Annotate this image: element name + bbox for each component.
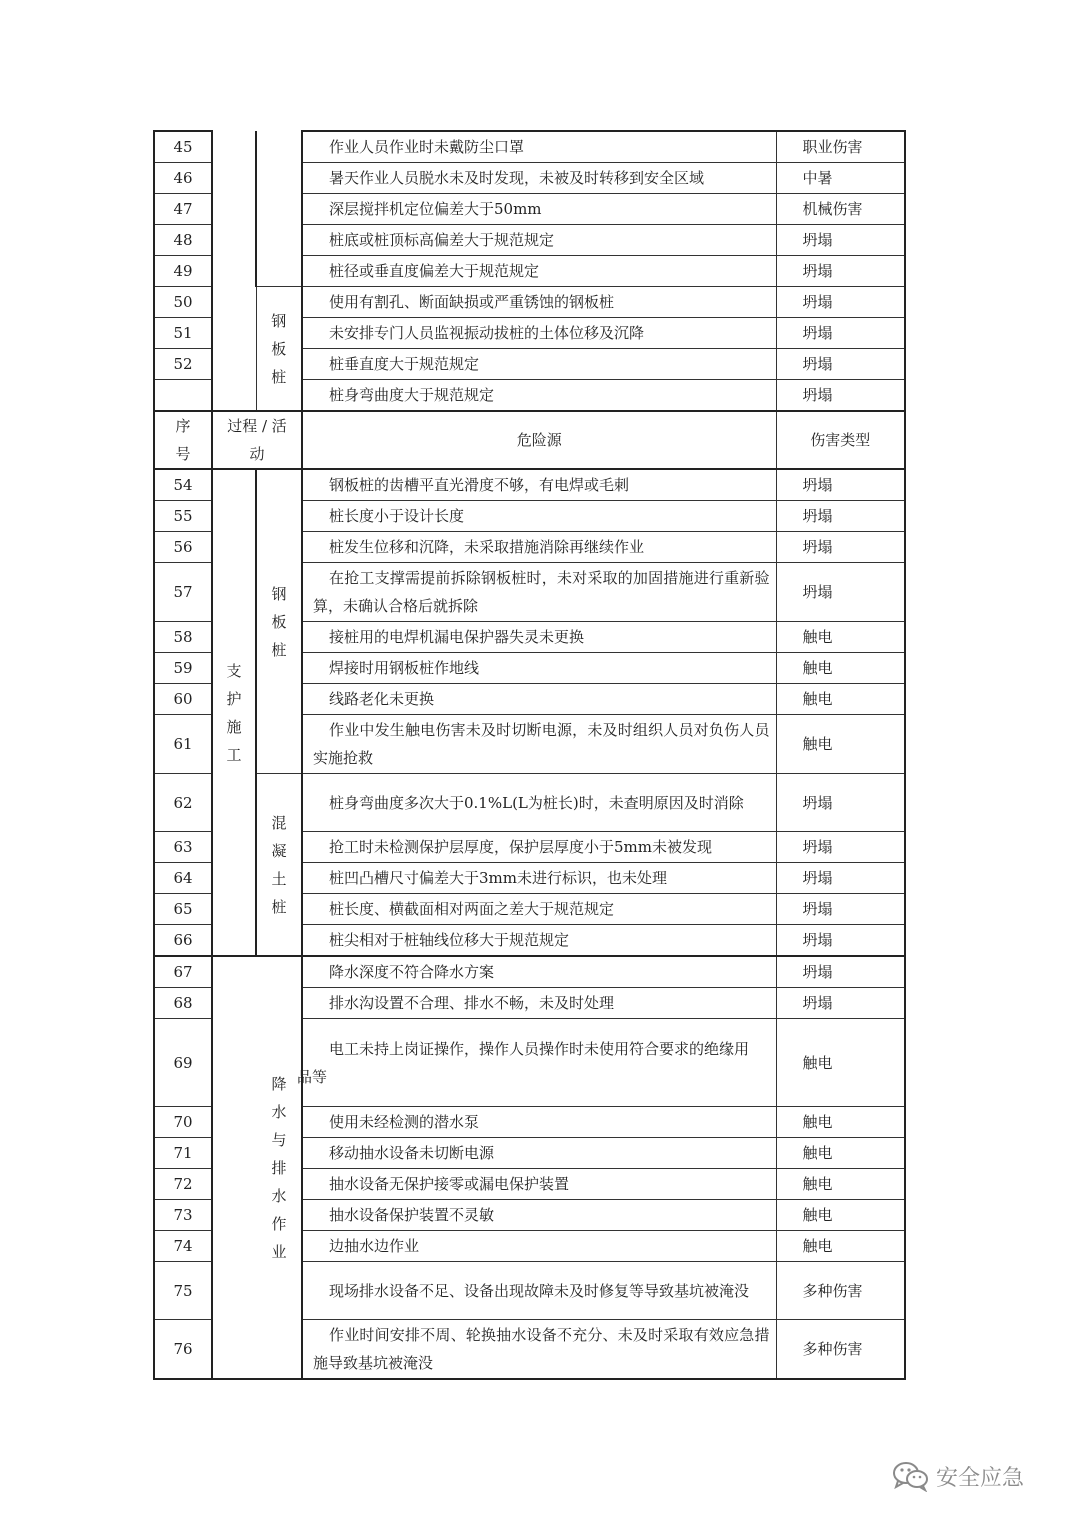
hazard-text: 移动抽水设备未切断电源 xyxy=(302,1138,776,1169)
hazard-table-sheet xyxy=(153,130,904,1380)
row-number: 56 xyxy=(154,532,212,563)
row-number: 66 xyxy=(154,925,212,957)
harm-type: 触电 xyxy=(776,715,905,774)
hazard-text: 桩身弯曲度多次大于0.1%L(L为桩长)时，未查明原因及时消除 xyxy=(302,774,776,832)
hazard-text: 降水深度不符合降水方案 xyxy=(302,956,776,988)
hazard-text: 桩长度小于设计长度 xyxy=(302,501,776,532)
hazard-text: 桩底或桩顶标高偏差大于规范规定 xyxy=(302,225,776,256)
header-hazard: 危险源 xyxy=(302,411,776,469)
harm-type: 坍塌 xyxy=(776,925,905,957)
harm-type: 坍塌 xyxy=(776,863,905,894)
table-row xyxy=(154,774,905,832)
harm-type: 坍塌 xyxy=(776,563,905,622)
header-process: 过程 / 活 动 xyxy=(212,411,302,469)
harm-type: 坍塌 xyxy=(776,894,905,925)
harm-type: 触电 xyxy=(776,1138,905,1169)
table-header-row xyxy=(154,411,905,469)
hazard-text: 接桩用的电焊机漏电保护器失灵未更换 xyxy=(302,622,776,653)
table-row xyxy=(154,956,905,988)
row-number: 71 xyxy=(154,1138,212,1169)
hazard-text: 现场排水设备不足、设备出现故障未及时修复等导致基坑被淹没 xyxy=(302,1262,776,1320)
row-number: 72 xyxy=(154,1169,212,1200)
row-number: 58 xyxy=(154,622,212,653)
harm-type: 坍塌 xyxy=(776,532,905,563)
hazard-text: 未安排专门人员监视振动拔桩的土体位移及沉降 xyxy=(302,318,776,349)
process-cell-empty xyxy=(212,131,256,411)
hazard-text: 使用未经检测的潜水泵 xyxy=(302,1107,776,1138)
hazard-text: 作业人员作业时未戴防尘口罩 xyxy=(302,131,776,163)
hazard-text: 使用有割孔、断面缺损或严重锈蚀的钢板桩 xyxy=(302,287,776,318)
row-number: 60 xyxy=(154,684,212,715)
row-number: 69 xyxy=(154,1019,212,1107)
table-row xyxy=(154,131,905,163)
hazard-text: 排水沟设置不合理、排水不畅，未及时处理 xyxy=(302,988,776,1019)
row-number: 68 xyxy=(154,988,212,1019)
row-number: 48 xyxy=(154,225,212,256)
harm-type: 坍塌 xyxy=(776,287,905,318)
group-steel-pile-top: 钢 板 桩 xyxy=(256,287,302,412)
harm-type: 坍塌 xyxy=(776,256,905,287)
row-number: 76 xyxy=(154,1320,212,1380)
harm-type: 触电 xyxy=(776,1231,905,1262)
harm-type: 多种伤害 xyxy=(776,1262,905,1320)
hazard-text: 电工未持上岗证操作，操作人员操作时未使用符合要求的绝缘用 品等 xyxy=(302,1019,776,1107)
hazard-text: 桩凹凸槽尺寸偏差大于3mm未进行标识，也未处理 xyxy=(302,863,776,894)
harm-type: 坍塌 xyxy=(776,501,905,532)
harm-type: 触电 xyxy=(776,1019,905,1107)
hazard-text: 抽水设备无保护接零或漏电保护装置 xyxy=(302,1169,776,1200)
harm-type: 多种伤害 xyxy=(776,1320,905,1380)
hazard-text: 抽水设备保护装置不灵敏 xyxy=(302,1200,776,1231)
harm-type: 坍塌 xyxy=(776,380,905,412)
row-number: 59 xyxy=(154,653,212,684)
row-number: 62 xyxy=(154,774,212,832)
hazard-text: 作业中发生触电伤害未及时切断电源，未及时组织人员对负伤人员实施抢救 xyxy=(302,715,776,774)
hazard-text: 桩尖相对于桩轴线位移大于规范规定 xyxy=(302,925,776,957)
watermark-text: 安全应急 xyxy=(936,1465,1025,1491)
harm-type: 坍塌 xyxy=(776,318,905,349)
row-number: 51 xyxy=(154,318,212,349)
hazard-table xyxy=(153,130,906,1380)
header-harm-type: 伤害类型 xyxy=(776,411,905,469)
row-number: 47 xyxy=(154,194,212,225)
hazard-text: 桩发生位移和沉降，未采取措施消除再继续作业 xyxy=(302,532,776,563)
hazard-text: 深层搅拌机定位偏差大于50mm xyxy=(302,194,776,225)
header-number: 序 号 xyxy=(154,411,212,469)
hazard-text: 桩垂直度大于规范规定 xyxy=(302,349,776,380)
hazard-text: 桩径或垂直度偏差大于规范规定 xyxy=(302,256,776,287)
harm-type: 触电 xyxy=(776,684,905,715)
wechat-icon xyxy=(892,1460,930,1492)
row-number: 65 xyxy=(154,894,212,925)
harm-type: 中暑 xyxy=(776,163,905,194)
subprocess-cell-empty xyxy=(256,131,302,287)
row-number xyxy=(154,380,212,412)
harm-type: 坍塌 xyxy=(776,988,905,1019)
group-support: 支 护 施 工 xyxy=(212,469,256,956)
row-number: 45 xyxy=(154,131,212,163)
harm-type: 职业伤害 xyxy=(776,131,905,163)
hazard-text: 暑天作业人员脱水未及时发现，未被及时转移到安全区域 xyxy=(302,163,776,194)
row-number: 50 xyxy=(154,287,212,318)
row-number: 63 xyxy=(154,832,212,863)
row-number: 49 xyxy=(154,256,212,287)
harm-type: 坍塌 xyxy=(776,469,905,501)
row-number: 74 xyxy=(154,1231,212,1262)
row-number: 54 xyxy=(154,469,212,501)
hazard-text: 作业时间安排不周、轮换抽水设备不充分、未及时采取有效应急措施导致基坑被淹没 xyxy=(302,1320,776,1380)
group-dewatering: 降 水 与 排 水 作 业 xyxy=(212,956,302,1379)
table-row xyxy=(154,469,905,501)
harm-type: 坍塌 xyxy=(776,774,905,832)
harm-type: 触电 xyxy=(776,1169,905,1200)
harm-type: 坍塌 xyxy=(776,349,905,380)
hazard-text: 在抢工支撑需提前拆除钢板桩时，未对采取的加固措施进行重新验算，未确认合格后就拆除 xyxy=(302,563,776,622)
row-number: 64 xyxy=(154,863,212,894)
hazard-text: 线路老化未更换 xyxy=(302,684,776,715)
row-number: 55 xyxy=(154,501,212,532)
hazard-text: 边抽水边作业 xyxy=(302,1231,776,1262)
row-number: 75 xyxy=(154,1262,212,1320)
row-number: 52 xyxy=(154,349,212,380)
row-number: 73 xyxy=(154,1200,212,1231)
group-steel-pile: 钢 板 桩 xyxy=(256,469,302,774)
row-number: 46 xyxy=(154,163,212,194)
row-number: 61 xyxy=(154,715,212,774)
hazard-text: 焊接时用钢板桩作地线 xyxy=(302,653,776,684)
hazard-text: 抢工时未检测保护层厚度，保护层厚度小于5mm未被发现 xyxy=(302,832,776,863)
harm-type: 坍塌 xyxy=(776,956,905,988)
row-number: 57 xyxy=(154,563,212,622)
table-row xyxy=(154,287,905,318)
hazard-text: 桩长度、横截面相对两面之差大于规范规定 xyxy=(302,894,776,925)
harm-type: 坍塌 xyxy=(776,832,905,863)
harm-type: 机械伤害 xyxy=(776,194,905,225)
hazard-text: 钢板桩的齿槽平直光滑度不够，有电焊或毛刺 xyxy=(302,469,776,501)
row-number: 70 xyxy=(154,1107,212,1138)
harm-type: 触电 xyxy=(776,653,905,684)
group-concrete-pile: 混 凝 土 桩 xyxy=(256,774,302,957)
hazard-text: 桩身弯曲度大于规范规定 xyxy=(302,380,776,412)
harm-type: 触电 xyxy=(776,1200,905,1231)
harm-type: 坍塌 xyxy=(776,225,905,256)
harm-type: 触电 xyxy=(776,1107,905,1138)
watermark xyxy=(892,1460,1024,1492)
harm-type: 触电 xyxy=(776,622,905,653)
row-number: 67 xyxy=(154,956,212,988)
